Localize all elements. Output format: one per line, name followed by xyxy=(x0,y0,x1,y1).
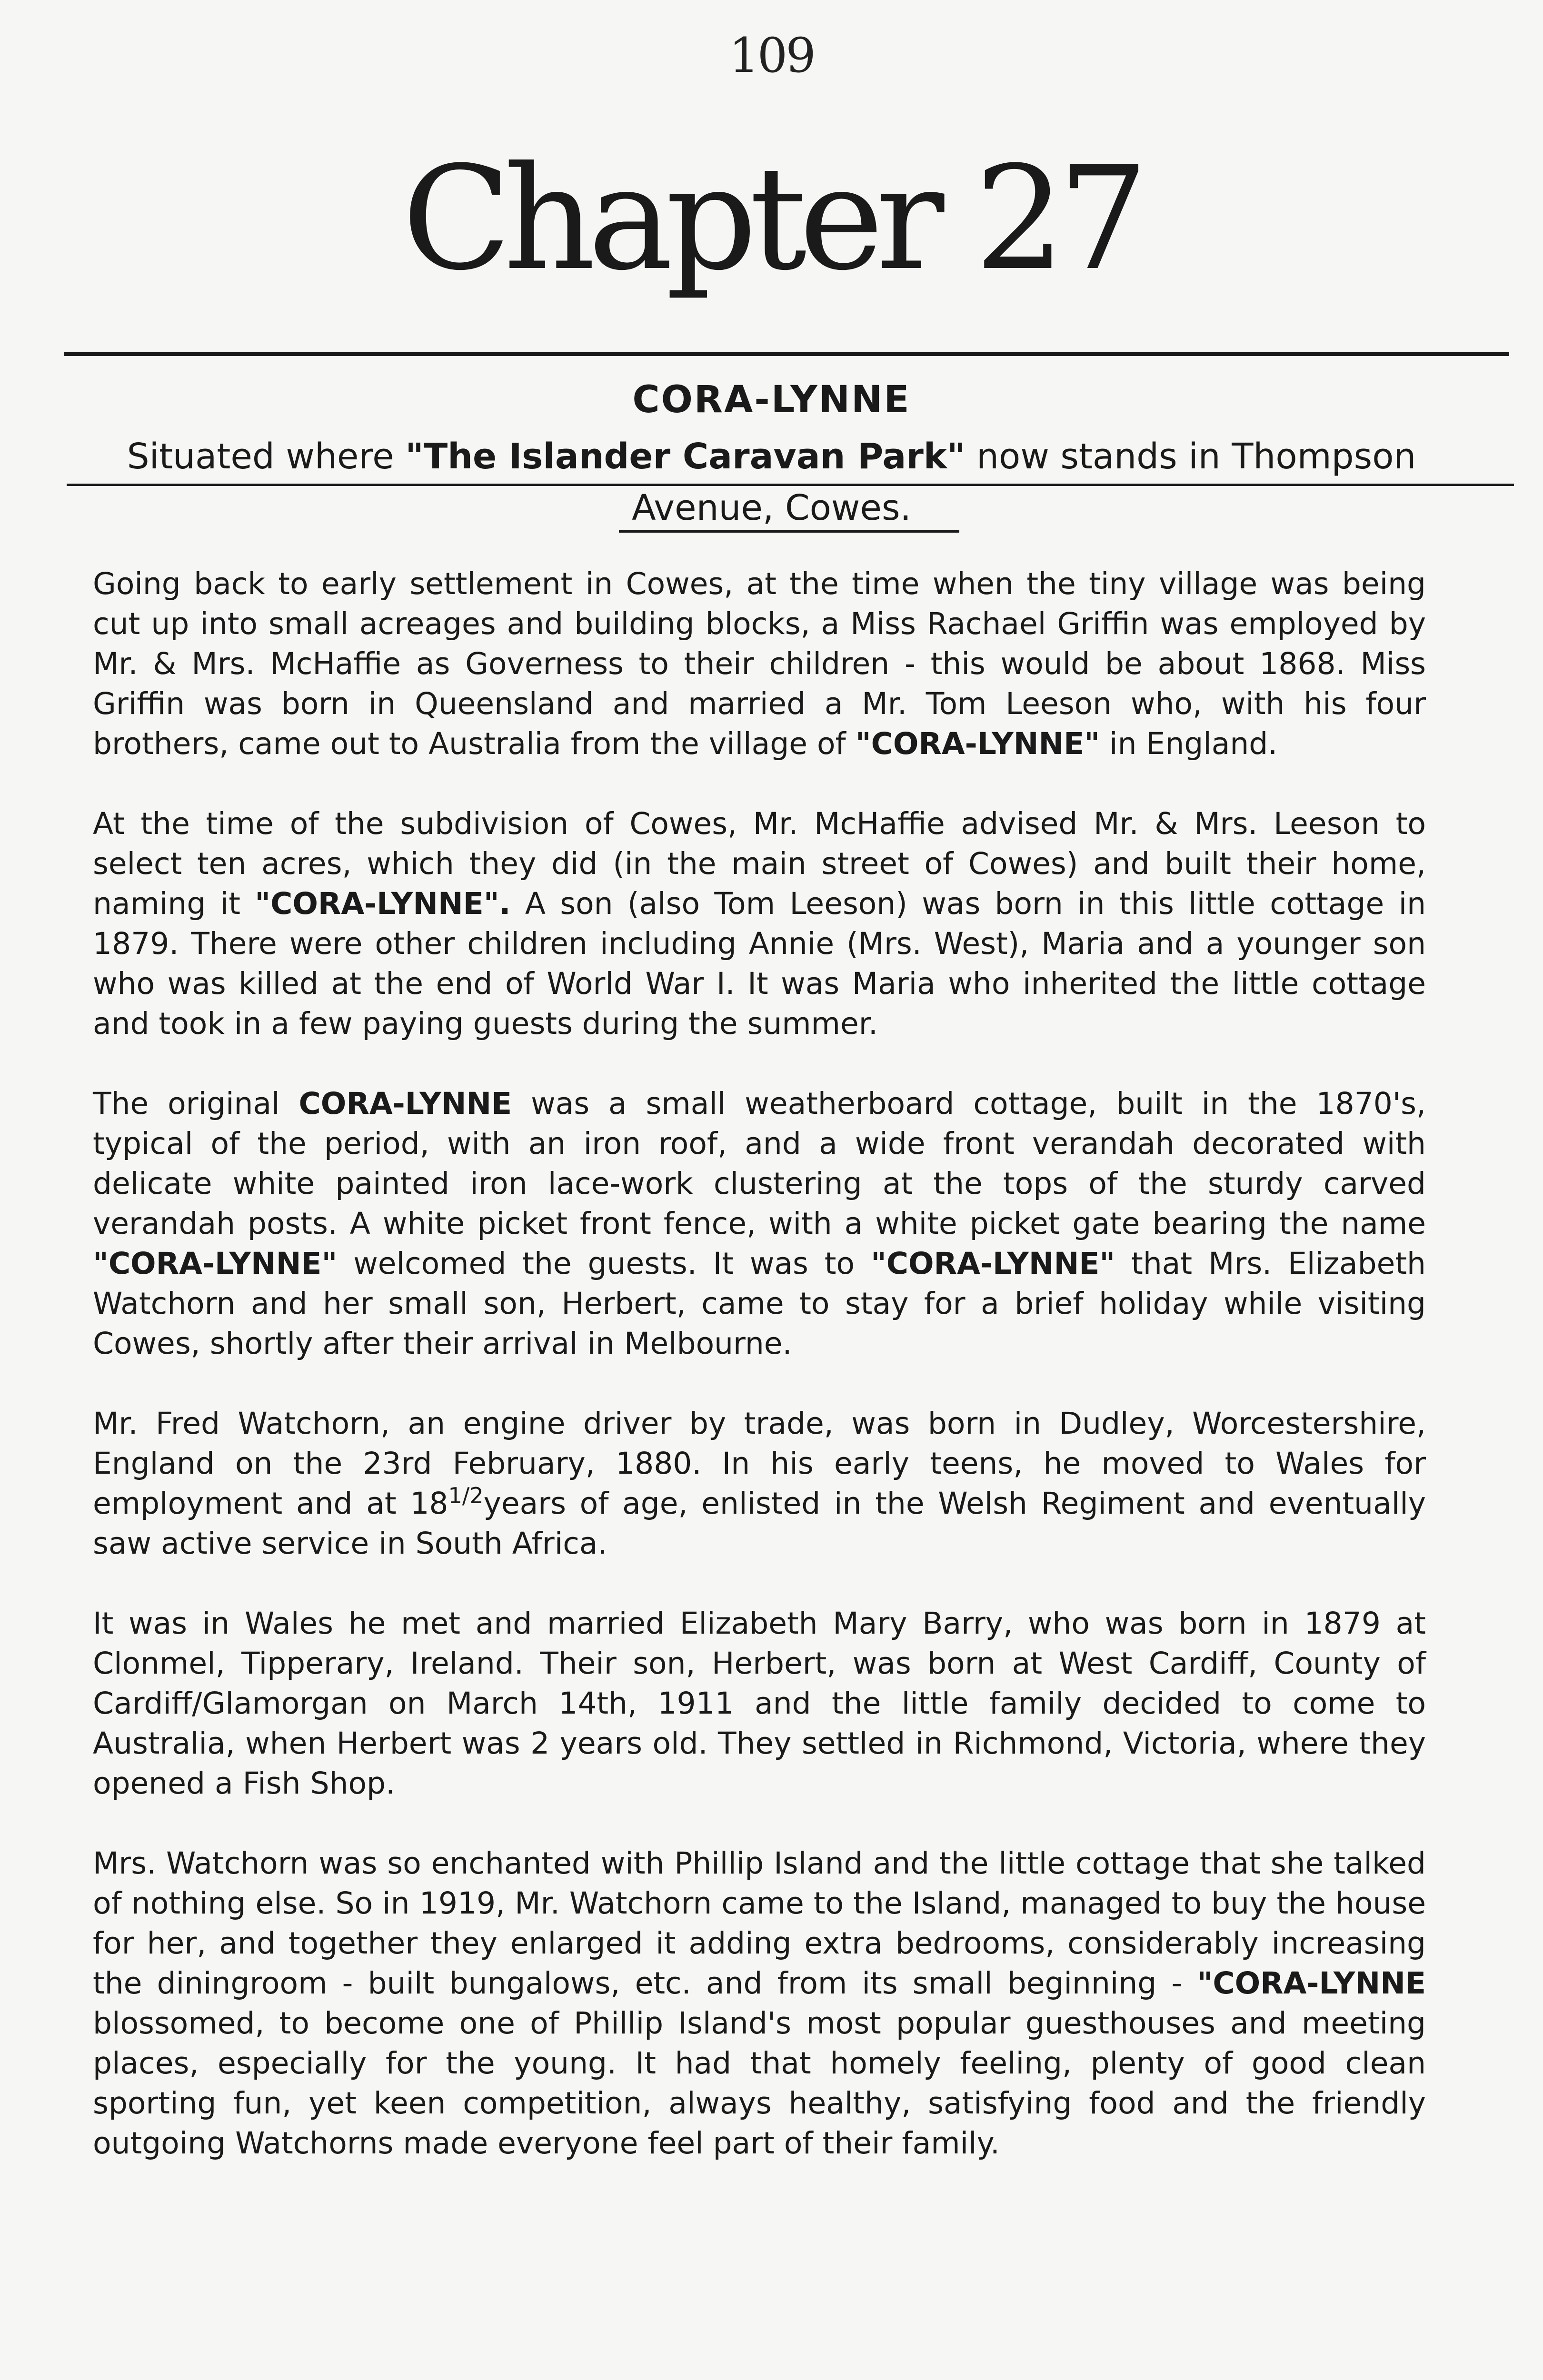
location-emphasis: "The Islander Caravan Park" xyxy=(405,436,966,477)
page-number: 109 xyxy=(729,28,814,83)
paragraph-1-text-a: Going back to early settlement in Cowes, at the time when the tiny village was being cut up into small acreages and building blocks, a Miss Rachael Griffin was employed by Mr. & Mrs. McHaffie as Governess to their children - this would be about 1868. Miss Griffin was born in Queensland and married a Mr. Tom Leeson who, with his four brothers, came out to Australia from the village of xyxy=(93,566,1426,761)
paragraph-2 xyxy=(93,804,1426,1044)
paragraph-6-text-c: blossomed, to become one of Phillip Island's most popular guesthouses and meeting places, especially for the young. It had that homely feeling, plenty of good clean sporting fun, yet keen competition, always healthy, satisfying food and the friendly outgoing Watchorns made everyone feel part of their family. xyxy=(93,2006,1426,2161)
paragraph-2-text-c: A son (also Tom Leeson) was born in this little cottage in 1879. There were other children including Annie (Mrs. West), Maria and a younger son who was killed at the end of World War I. It was Maria who inherited the little cottage and took in a few paying guests during the summer. xyxy=(93,886,1426,1041)
section-heading: CORA-LYNNE xyxy=(632,378,911,421)
paragraph-3-bold-1: CORA-LYNNE xyxy=(299,1086,512,1121)
body-text xyxy=(93,564,1426,2203)
paragraph-3-text-g: that Mrs. Elizabeth Watchorn and her small son, Herbert, came to stay for a brief holiday while visiting Cowes, shortly after their arrival in Melbourne. xyxy=(93,1246,1426,1361)
paragraph-6-bold: "CORA-LYNNE xyxy=(1197,1966,1426,2001)
paragraph-1 xyxy=(93,564,1426,764)
paragraph-3 xyxy=(93,1084,1426,1364)
paragraph-4-fraction: 1/2 xyxy=(448,1483,484,1508)
paragraph-4 xyxy=(93,1404,1426,1564)
paragraph-1-bold: "CORA-LYNNE" xyxy=(855,726,1100,761)
paragraph-3-bold-2: "CORA-LYNNE" xyxy=(93,1246,338,1281)
paragraph-3-text-a: The original xyxy=(93,1086,299,1121)
paragraph-3-text-e: welcomed the guests. It was to xyxy=(337,1246,871,1281)
location-suffix: now stands in Thompson xyxy=(965,436,1416,477)
paragraph-6-text-a: Mrs. Watchorn was so enchanted with Phillip Island and the little cottage that she talked of nothing else. So in 1919, Mr. Watchorn came to the Island, managed to buy the house for her, and together they enlarged it adding extra bedrooms, considerably increasing the diningroom - built bungalows, etc. and from its small beginning - xyxy=(93,1846,1426,2001)
location-underline-2 xyxy=(619,530,959,533)
location-line xyxy=(0,436,1543,477)
paragraph-5-text-a: It was in Wales he met and married Elizabeth Mary Barry, who was born in 1879 at Clonmel, Tipperary, Ireland. Their son, Herbert, was born at West Cardiff, County of Cardiff/Glamorgan on March 14th, 1911 and the little family decided to come to Australia, when Herbert was 2 years old. They settled in Richmond, Victoria, where they opened a Fish Shop. xyxy=(93,1606,1426,1801)
paragraph-2-bold: "CORA-LYNNE". xyxy=(255,886,511,921)
paragraph-4-text-c: years of age, enlisted in the Welsh Regiment and eventually saw active service in South Africa. xyxy=(93,1486,1426,1561)
location-prefix: Situated where xyxy=(127,436,406,477)
location-line-2: Avenue, Cowes. xyxy=(631,487,912,528)
paragraph-5 xyxy=(93,1604,1426,1804)
paragraph-3-text-c: was a small weatherboard cottage, built in the 1870's, typical of the period, with an iron roof, and a wide front verandah decorated with delicate white painted iron lace-work clustering at the tops of the sturdy carved verandah posts. A white picket front fence, with a white picket gate bearing the name xyxy=(93,1086,1426,1241)
paragraph-3-bold-3: "CORA-LYNNE" xyxy=(870,1246,1115,1281)
paragraph-4-text-a: Mr. Fred Watchorn, an engine driver by trade, was born in Dudley, Worcestershire, England on the 23rd February, 1880. In his early teens, he moved to Wales for employment and at 18 xyxy=(93,1406,1426,1521)
title-divider xyxy=(64,352,1509,356)
paragraph-2-text-a: At the time of the subdivision of Cowes, Mr. McHaffie advised Mr. & Mrs. Leeson to select ten acres, which they did (in the main street of Cowes) and built their home, naming it xyxy=(93,806,1426,921)
chapter-title: Chapter 27 xyxy=(402,136,1141,302)
paragraph-6 xyxy=(93,1844,1426,2163)
paragraph-1-text-c: in England. xyxy=(1100,726,1278,761)
location-underline xyxy=(67,484,1514,486)
